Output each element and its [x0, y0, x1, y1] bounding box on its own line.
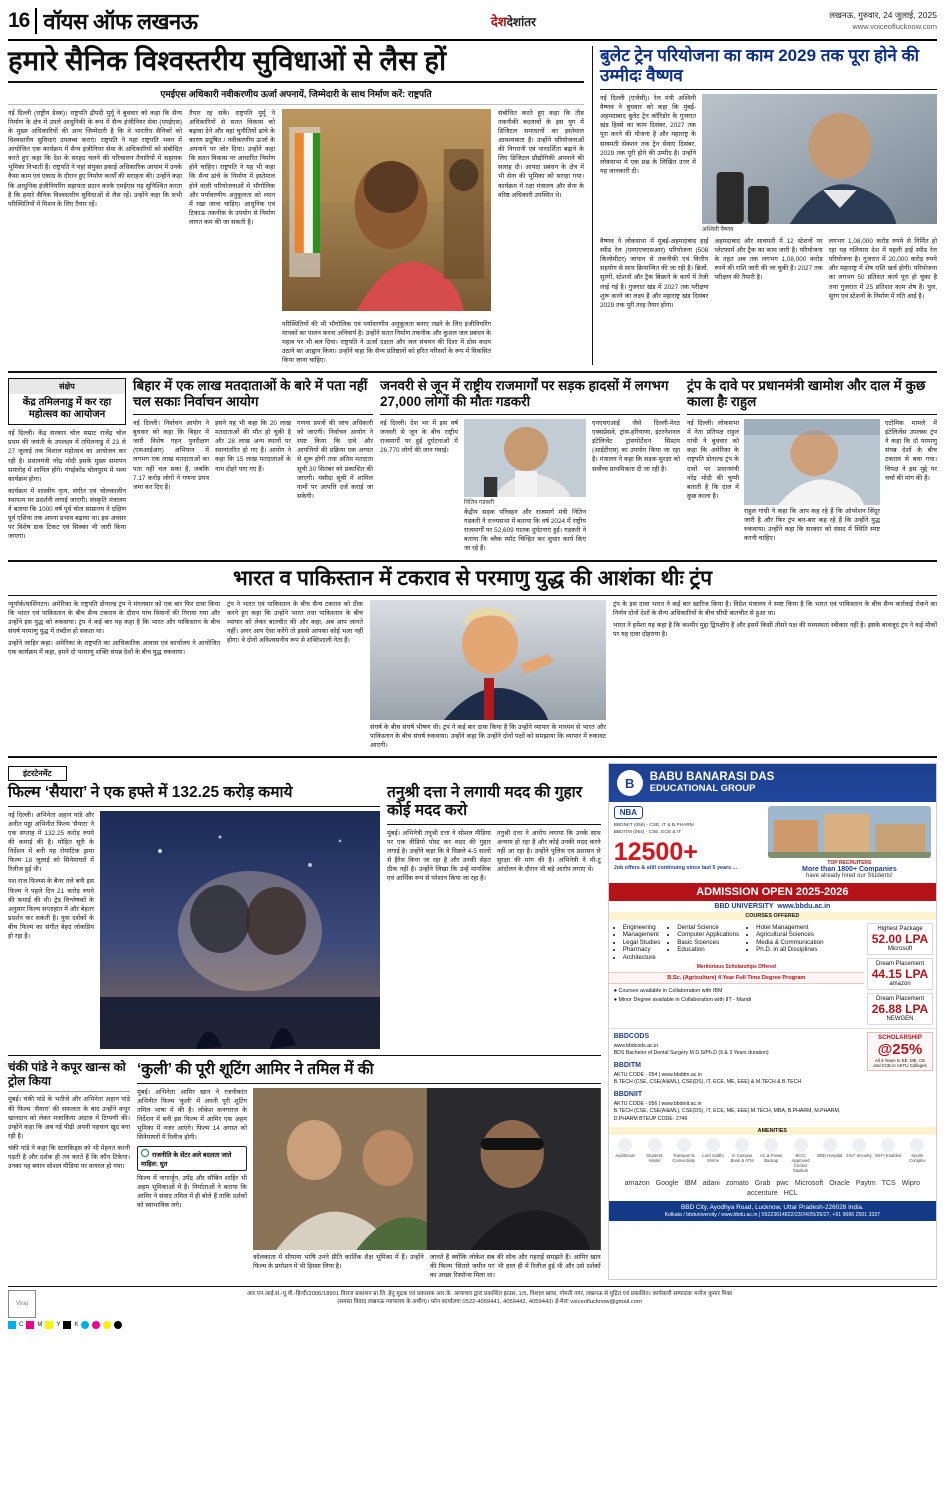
dream2-package-card [867, 993, 933, 1025]
vaishnaw-caption: अश्विनी वैष्णव [702, 227, 734, 234]
course-item: • Ph.D. in all Disciplines [756, 946, 823, 953]
amenities-list [609, 1135, 936, 1176]
reg-yellow [45, 1321, 53, 1329]
ad-recruiters-tag: TOP RECRUITERS [827, 860, 872, 866]
course-item: • Hotel Management [756, 924, 823, 931]
admission-banner[interactable] [609, 883, 936, 901]
reg-dot-black [114, 1321, 122, 1329]
course-item: • Education [677, 946, 739, 953]
recruiter-brands [609, 1176, 936, 1201]
publisher-logo [8, 1290, 36, 1318]
course-item: • Pharmacy [623, 946, 661, 953]
rahul-story [687, 378, 937, 553]
reg-magenta [26, 1321, 34, 1329]
saiyaara-col-2: यश राज फिल्म्स के बैनर तले बनी इस फिल्म ने पहले दिन 21 करोड़ रुपये की कमाई की थी। ट्रेड विश्लेषकों के अनुसार फिल्म सप्ताहांत में और बेहतर प्रदर्शन कर सकती है। युवा दर्शकों के बीच फिल्म का संगीत बेहद लोकप्रिय हो रहा है। [8, 878, 94, 941]
page-footer [8, 1286, 937, 1318]
president-photo-svg [282, 109, 491, 311]
gadkari-headline: जनवरी से जून में राष्ट्रीय राजमार्गों पर सड़क हादसों में लगभग 27,000 लोगों की मौतः गडकरी [380, 378, 669, 410]
amenity-label: Transport & Connectivity [672, 1153, 696, 1164]
amenities-title: AMENITIES [609, 1127, 936, 1135]
amenity-icon [794, 1138, 808, 1152]
mid-band [8, 371, 937, 553]
coolie-quote: राजनीति के सेंटर अले बदलता जाते माहिल: धुत [141, 1152, 232, 1169]
bullet-headline: बुलेट ट्रेन परियोजना का काम 2029 तक पूरा होने की उम्मीदः वैष्णव [600, 46, 937, 90]
trump-col-6: भारत ने हमेशा यह कहा है कि कश्मीर मुद्दा द्विपक्षीय है और इसमें किसी तीसरे पक्ष की मध्यस्थता स्वीकार नहीं है। इसके बावजूद ट्रंप ने कई मौकों पर यह दावा दोहराया है। [613, 621, 937, 638]
iit-line-text: Minor Degree available in Collaboration with IIT - Mandi [618, 996, 752, 1003]
merit-note: Meritorious Scholarships Offered [696, 964, 776, 970]
advertisement[interactable] [608, 763, 937, 1280]
president-photo-caption [282, 311, 491, 318]
courses-title: COURSES OFFERED [609, 912, 936, 920]
amenity-item [641, 1138, 668, 1173]
brand-title: वॉयस ऑफ लखनऊ [43, 9, 198, 34]
dream-package-value: 44.15 LPA [871, 967, 929, 981]
ad-footer [609, 1201, 936, 1221]
brand-logo: TCS [881, 1180, 896, 1188]
bihar-story [133, 378, 373, 553]
section-title [491, 12, 536, 31]
trump-col-2: उन्होंने जाहिर कहा। अमेरिका के राष्ट्रपति का आधिकारिक आवास एवं कार्यालय ने आयोजित एक कार्यक्रम में कहा, हमने दो परमाणु शक्ति संपन्न देशों के बीच युद्ध रुकवाया। [8, 640, 220, 657]
bullet-col-3: अहमदाबाद और सावमती में 12 स्टेशनों पर प्लेटफार्म और ट्रैक का काम जारी है। परियोजना के तहत अब तक लगभग 1,08,000 करोड़ रुपये की राशि जारी की जा चुकी है। 2027 तक परीक्षण की तैयारी है। [714, 238, 823, 282]
amenity-item [816, 1138, 843, 1173]
lead-col-2: तैयार रह सकें। राष्ट्रपति मुर्मू ने अधिकारियों से सतत विकास को बढ़ावा देने और वहां चुनौतियों ढांचे के कारण प्रदूषित / नवीकरणीय ऊर्जा के अपनाने पर जोर दिया। उन्होंने कहा कि सतत विकास पर आधारित निर्माण होने चाहिए। राष्ट्रपति ने यह भी कहा कि सैन्य ढांचे के निर्माण में इस्तेमाल होने वाली परियोजनाओं में भौगोलिक और पर्यावरणीय अनुकूलता को ध्यान में रखा जाना चाहिए। आधुनिक एवं टिकाऊ तकनीक के उपयोग से निर्माण लागत कम की जा सकती है। [189, 109, 275, 226]
brand-logo: HCL [783, 1190, 798, 1198]
bullet-col-1: नई दिल्ली (एजेंसी)। रेल मंत्री अश्विनी वैष्णव ने बुधवार को कहा कि मुंबई-अहमदाबाद बुलेट ट्रेन कॉरिडोर के गुजरात खंड हिस्से का काम दिसंबर, 2027 तक पूरा करने की योजना है और महाराष्ट्र के सावमती सेक्शन तक ट्रेन सेवाएं दिसंबर, 2029 तक पूरी होने की उम्मीद है। उन्होंने लोकसभा में एक प्रश्न के लिखित उत्तर में यह जानकारी दी। [600, 95, 696, 175]
courses-col-2 [668, 923, 739, 961]
president-photo [282, 109, 491, 311]
ad-brand-line-1: BABU BANARASI DAS [649, 770, 775, 783]
edition-info [829, 10, 937, 32]
gadkari-col-1: नई दिल्ली। देश भर में इस वर्ष जनवरी से जून के बीच राष्ट्रीय राजमार्गों पर हुई दुर्घटनाओं में 26,770 लोगों की जान गंवाई। [380, 420, 458, 455]
scholarship-card [867, 1032, 933, 1071]
rahul-photo [744, 419, 880, 505]
reg-label-c: C [19, 1321, 24, 1328]
coolie-story [137, 1061, 601, 1280]
ad-placement-sub: Job offers & still continuing since last 5 years ... [613, 865, 738, 872]
gadkari-col-3: एनएचएआई जैसे दिल्ली-मेरठ एक्सप्रेसवे, ट्रांस-हरियाणा, इंटरनेशनल इंटेलिजेंट ट्रांसपोर्टेशन सिस्टम (आईटीएस) का उपयोग किया जा रहा है। मंत्रालय ने कहा कि सड़क सुरक्षा को सर्वोच्च प्राथमिकता दी जा रही है। [592, 420, 680, 473]
reg-label-y: Y [56, 1321, 61, 1328]
website-url: www.voiceoflucknow.com [852, 21, 937, 31]
dream2-package-value: 26.88 LPA [871, 1002, 929, 1016]
reg-dot-magenta [92, 1321, 100, 1329]
lead-headline: हमारे सैनिक विश्वस्तरीय सुविधाओं से लैस हों [8, 46, 584, 83]
saiyaara-poster [100, 811, 380, 1049]
saiyaara-headline: फिल्म ‘सैयारा’ ने एक हफ्ते में 132.25 करोड़ कमाये [8, 784, 293, 801]
bbd-ad[interactable] [608, 763, 937, 1280]
amenity-icon [618, 1138, 632, 1152]
amenity-item [670, 1138, 697, 1173]
amenity-icon [764, 1138, 778, 1152]
trump-col-1: न्यूयॉर्क/वाशिंगटन। अमेरिका के राष्ट्रपति डोनाल्ड ट्रंप ने मंगलवार को एक बार फिर दावा किया कि भारत एवं पाकिस्तान के बीच सैन्य टकराव के दौरान पांच विमानों की गिराया गया और उन्होंने इस युद्ध को रुकवाया। ट्रंप ने कई बार यह कहा है कि भारत और पाकिस्तान के बीच संघर्ष परमाणु युद्ध में तब्दील हो सकता था। [8, 600, 220, 635]
sankshep-column [8, 378, 126, 553]
edition-date: लखनऊ, गुरुवार, 24 जुलाई, 2025 [829, 10, 937, 21]
amenity-icon [881, 1138, 895, 1152]
sankshep-tag: संक्षेप [9, 379, 125, 394]
reg-label-m: M [37, 1321, 43, 1328]
entertainment-tag: इंटरटेनमेंट [8, 766, 67, 781]
amenity-label: Wi-Fi Enabled [875, 1153, 902, 1159]
highest-package-value: 52.00 LPA [871, 932, 929, 946]
amenity-item [699, 1138, 726, 1173]
highest-package-card [867, 923, 933, 955]
course-item: • Engineering [623, 924, 661, 931]
bullet-icon [141, 1149, 149, 1157]
saiyaara-story [8, 784, 380, 1049]
brand-logo: Grab [754, 1180, 771, 1188]
amenity-item [612, 1138, 639, 1173]
brand-logo: amazon [624, 1180, 650, 1188]
divider [35, 8, 37, 34]
bbd-logo-text: B [625, 775, 635, 791]
bbd-university-line [609, 901, 936, 912]
scholarship-note: All 4 Years In EE, ME, CE and CCE in AKTU Colleges [873, 1058, 927, 1068]
color-registration-marks [8, 1321, 937, 1329]
page-number: 16 [8, 9, 30, 32]
reg-dot-yellow [103, 1321, 111, 1329]
scholarship-value: @25% [877, 1041, 923, 1058]
amenity-icon [852, 1138, 866, 1152]
course-item: • Legal Studies [623, 939, 661, 946]
ad-recruiters-line-1: More than 1800+ Companies [801, 866, 897, 873]
brand-logo: accenture [746, 1190, 778, 1198]
college-1-site[interactable]: www.bbdcods.ac.in [613, 1042, 659, 1049]
highest-package-company: Microsoft [887, 946, 913, 952]
imprint-line-1: आर.एन.आई.सं.-यू.पी.-हिन्दी/2006/18901 विराज प्रकाशन प्रा.लि. हेतु मुद्रक एवं प्रकाशक आर.के. आयाचार द्वारा प्रकाशित हाउस, 1/5, विशाल खण्ड, गोमती नगर, लखनऊ से मुद्रित एवं प्रकाशित। कार्यकारी सम्पादकः मनोज कुमार मिश्रा [246, 1290, 733, 1297]
bullet-col-2: वैष्णव ने लोकसभा में मुंबई-अहमदाबाद हाई स्पीड रेल (एमएएचएसआर) परियोजना (508 किलोमीटर) जापान से तकनीकी एवं वित्तीय सहयोग से साथ क्रियान्वित की जा रही है। ब्रिजों, सुरंगों, स्टेशनों और ट्रैक बिछाने के कार्य में तेजी लाई गई है। गुजरात खंड में 2027 तक परीक्षण शुरू करने का लक्ष्य है और महाराष्ट्र खंड दिसंबर 2029 तक पूरी तरह तैयार होगा। [600, 238, 709, 309]
amenity-icon [706, 1138, 720, 1152]
trump-col-5: ट्रंप के इस दावा भारत ने कई बार खारिज किया है। विदेश मंत्रालय ने स्पष्ट किया है कि भारत एवं पाकिस्तान के बीच सैन्य कार्रवाई रोकने का निर्णय दोनों देशों के सैन्य अधिकारियों के बीच सीधी बातचीत से हुआ था। [613, 600, 937, 617]
saiyaara-poster-svg [100, 811, 380, 1049]
ad-placement-count: 12500+ [613, 838, 698, 867]
trump-col-3: ट्रंप ने भारत एवं पाकिस्तान के बीच सैन्य टकराव को ठीक करने हुए कहा कि उन्होंने भारत तथा पाकिस्तान के बीच व्यापार को लेकर बातचीत की और कहा, अब आप जानते नहीं। अगर आप ऐसा करेंगे तो इससे आपका कोई भला नहीं होगा। वे दोनों अविश्वसनीय रूप से शक्तिशाली नेता हैं। [227, 600, 363, 645]
top-section [8, 46, 937, 365]
ibm-line-text: Courses available in Collaboration with IBM [618, 988, 723, 994]
course-item: • Dental Science [677, 924, 739, 931]
bullet-train-story [592, 46, 937, 365]
rahul-col-2: राहुल गांधी ने कहा कि आप कह रहे हैं कि ऑपरेशन सिंदूर जारी है और फिर ट्रंप बार-बार कह रहे हैं कि उन्होंने युद्ध रुकवाया। उन्होंने कहा कि सरकार को संसद में स्थिति स्पष्ट करनी चाहिए। [744, 508, 880, 543]
trump-photo-svg [370, 600, 606, 720]
entertainment-and-ad [8, 756, 937, 1280]
amenity-label: 24x7 Security [846, 1153, 872, 1159]
rahul-col-3: एटोमिक मामले में इंटेलिजेंस उपलब्ध ट्रंप ने कहा कि दो परमाणु संपन्न देशों के बीच टकराव से बचा गया। विपक्ष ने इस मुद्दे पर चर्चा की मांग की है। [885, 420, 937, 482]
campus-photo [768, 806, 931, 858]
coolie-col-3: कोलकाता में सीपाया भाषि उनने प्रीति कार्तिक शैक्ष भूमिका में हैं। उन्होंने फिल्म के प्रमोशन में भी हिस्सा लिया है। [253, 1253, 424, 1270]
ad-code-2: BBDITM (064) - CSE, ECE & IT [613, 830, 682, 836]
ad-recruiters-line-2: have already hired our Students! [805, 873, 893, 879]
masthead [8, 6, 937, 41]
dream-package-card [867, 958, 933, 990]
ad-brand-line-2: EDUCATIONAL GROUP [649, 783, 756, 795]
amenity-label: BCCI Approved Cricket Stadium [791, 1153, 810, 1174]
masthead-left [8, 6, 198, 36]
bihar-col-2: इसने यह भी कहा कि 20 लाख मतदाताओं की मौत हो चुकी है और 28 लाख अन्य स्थानों पर स्थानांतरित हो गए हैं। आयोग ने कहा कि 15 लाख मतदाताओं के नाम दोहरे पाए गए हैं। [215, 420, 291, 473]
amenity-item [787, 1138, 814, 1173]
publisher-logo-text: Viraj [16, 1300, 28, 1307]
lead-col-1: नई दिल्ली (राष्ट्रीय डेस्क)। राष्ट्रपति द्रौपदी मुर्मू ने बुधवार को कहा कि सैन्य निर्माण के क्षेत्र में उपले आधुनिकी के रूप में सैन्य इंजीनियर सेवा (एमईएस) के मुख्य अधिकारियों की आम जिम्मेदारी है कि वे भारतीय सैनिकों को विश्वस्तरीय सुविधाएं उपलब्ध कराएं। राष्ट्रपति ने यहां राष्ट्रपति भवन में आयोजित एक कार्यक्रम में सैन्य इंजीनियर सेवा के अधिकारियों को संबोधित करते हुए कहा कि देश के सरहद चलने की परिचालन तैयारियों में सहायक भूमिका निभाती हैं। राष्ट्रपति ने यहां संयुक्त इकाई अधिकारिक आयाम में उनके कैसा काम एवं एकाग्र के दौरान हुए निर्माण कार्यों की सराहना की। उन्होंने कहा कि आधुनिक इंजीनियरिंग सहायता प्रदान करके एमईएस यह सुनिश्चित करता है कि हमारे सैनिक विश्वस्तरीय सुविधाओं से लैस रहें। उन्होंने कहा कि सभी परिस्थितियों में मिशन के लिए तैयार रहें। [8, 109, 182, 208]
amenity-item [904, 1138, 931, 1173]
ad-header [609, 764, 936, 802]
section-title-part2: देशांतर [506, 14, 536, 29]
reg-cyan [8, 1321, 16, 1329]
brand-logo: Oracle [829, 1180, 850, 1188]
brand-logo: pwc [776, 1180, 789, 1188]
bihar-col-1: नई दिल्ली। निर्वाचन आयोग ने बुधवार को कहा कि बिहार में जारी विशेष गहन पुनरीक्षण (एसआईआर) अभियान में लगभग एक लाख मतदाताओं का पता नहीं चल सका है, जबकि 7.17 करोड़ लोगों ने गणना प्रपत्र जमा कर दिए हैं। [133, 420, 209, 491]
course-item: • Agricultural Sciences [756, 931, 823, 938]
entertainment-section [8, 763, 601, 1280]
chunky-col-1: मुंबई। चंकी पांडे के भतीजे और अभिनेता अहान पांडे की फिल्म ‘सैयारा’ की सफलता के बाद उन्होंने कपूर खानदान को लेकर मजाकिया अंदाज में टिप्पणी की। उन्होंने कहा कि अब नई पीढ़ी अपनी पहचान खुद बना रही है। [8, 1096, 130, 1140]
course-item: • Computer Applications [677, 931, 739, 938]
brand-logo: IBM [684, 1180, 697, 1188]
lead-col-4: संबोधित करते हुए कहा कि तीव्र तकनीकी बदलावों के इस युग में डिजिटल समाधानों का इस्तेमाल आवश्यकता है। उन्होंने परियोजनाओं की निगरानी एवं पारदर्शिता बढ़ाने के लिए डिजिटल प्रौद्योगिकी अपनाने की सलाह दी। आपदा प्रबंधन के क्षेत्र में भी सेना की भूमिका को सराहा गया। कार्यक्रम में रक्षा मंत्रालय और सेना के वरिष्ठ अधिकारी उपस्थित थे। [498, 109, 584, 199]
course-item: • Management [623, 931, 661, 938]
gadkari-col-2: केंद्रीय सड़क परिवहन और राजमार्ग मंत्री नितिन गडकरी ने राज्यसभा में बताया कि वर्ष 2024 में राष्ट्रीय राजमार्गों पर 52,609 घातक दुर्घटनाएं हुईं। गडकरी ने बताया कि ब्लैक स्पॉट चिन्हित कर सुधार कार्य किए जा रहे हैं। [464, 509, 586, 553]
bbd-university-site[interactable]: www.bbdu.ac.in [777, 903, 831, 910]
bullet-col-4: लगभग 1,08,000 करोड़ रुपये से निर्मित हो रहा यह गलियारा देश में पहली हाई स्पीड रेल परियोजना है। गुजरात में 20,000 करोड़ रुपये और महाराष्ट्र में शेष राशि खर्च होगी। परियोजना का लगभग 50 प्रतिशत कार्य पूरा हो चुका है तथा गुजरात में 25 प्रतिशत काम शेष है। पुल, सुरंग एवं स्टेशनों के निर्माण में गति आई है। [828, 238, 937, 300]
brand-logo: Microsoft [794, 1180, 824, 1188]
lead-subhead: एमईएस अधिकारी नवीकरणीय ऊर्जा अपनायें, जिम्मेदारी के साथ निर्माण करें: राष्ट्रपति [8, 83, 584, 105]
amenity-icon [735, 1138, 749, 1152]
bihar-headline: बिहार में एक लाख मतदाताओं के बारे में पता नहीं चल सकाः निर्वाचन आयोग [133, 378, 368, 410]
brand-logo: Wipro [901, 1180, 920, 1188]
rahul-col-1: नई दिल्ली। लोकसभा में नेता प्रतिपक्ष राहुल गांधी ने बुधवार को कहा कि अमेरिका के राष्ट्रपति डोनाल्ड ट्रंप के दावों पर प्रधानमंत्री नरेंद्र मोदी की चुप्पी बताती है कि दाल में कुछ काला है। [687, 420, 739, 500]
amenity-label: In Campus Bank & ATM [730, 1153, 754, 1164]
courses-col-3 [747, 923, 823, 961]
bbd-logo-icon [617, 770, 643, 796]
college-2-site[interactable]: AKTU CODE - 054 | www.bbditm.ac.in [613, 1071, 702, 1078]
chunky-col-2: चंकी पांडे ने कहा कि स्टारकिड्स को भी मेहनत करनी पड़ती है और दर्शक ही तय करते हैं कि कौन टिकेगा। उनका यह बयान सोशल मीडिया पर वायरल हो गया। [8, 1144, 130, 1171]
coolie-quote-box [137, 1146, 247, 1171]
amenity-label: Students Hostel [646, 1153, 663, 1164]
college-1-name: BBDCODS [613, 1033, 650, 1040]
reg-dot-cyan [81, 1321, 89, 1329]
coolie-col-1: मुंबई। अभिनेता आमिर खान ने रजनीकांत अभिनीत फिल्म ‘कुली’ में अपनी पूरी शूटिंग तमिल भाषा में की है। लोकेश कनगराज के निर्देशन में बनी इस फिल्म में आमिर एक अहम भूमिका में नजर आएंगे। फिल्म 14 अगस्त को सिनेमाघरों में रिलीज होगी। [137, 1088, 247, 1142]
trump-photo [370, 600, 606, 720]
tanushree-col-1: मुंबई। अभिनेत्री तनुश्री दत्ता ने सोशल मीडिया पर एक वीडियो पोस्ट कर मदद की गुहार लगाई है। उन्होंने कहा कि वे पिछले 4-5 सालों से हैरेस किया जा रहा है और उनकी सेहत ठीक नहीं है। उन्होंने लिखा कि उन्हें मानसिक एवं आर्थिक रूप से परेशान किया जा रहा है। [387, 829, 491, 883]
section-title-part1: देश [490, 13, 507, 29]
college-2-line: B.TECH (CSE, CSE(AI&ML), CSE(DS), IT, ECE, ME, EEE) & M.TECH & B.TECH [613, 1079, 802, 1086]
tanushree-headline: तनुश्री दत्ता ने लगायी मदद की गुहार कोई मदद करो [387, 784, 583, 819]
sankshep-col-1: नई दिल्ली। केंद्र सरकार चोल सम्राट राजेंद्र चोल प्रथम की जयंती के उपलक्ष्य में तमिलनाडु में 23 से 27 जुलाई तक विशाल महोत्सव का आयोजन कर रही है। प्रधानमंत्री नरेंद्र मोदी इसके मुख्य समापन समारोह में शामिल होंगे। गंगईकोंड चोलपुरम में भव्य कार्यक्रम होगा। [8, 430, 126, 483]
sankshep-col-2: कार्यक्रम में शास्त्रीय नृत्य, संगीत एवं चोलकालीन स्थापत्य पर प्रदर्शनी लगाई जाएगी। संस्कृति मंत्रालय ने बताया कि 1000 वर्ष पूर्व चोल साम्राज्य ने दक्षिण पूर्व एशिया तक अपना प्रभाव बढ़ाया था। इस अवसर पर विशेष डाक टिकट एवं सिक्का भी जारी किया जाएगा। [8, 487, 126, 541]
amenity-label: AC & Power Backup [759, 1153, 783, 1164]
dream-package-company: amazon [889, 981, 911, 987]
lead-col-3: परिस्थितियों की भी भौगोलिक एवं पर्यावरणीय अनुकूलता बनाए रखने के लिए इंजीनियरिंग मानकों का पालन करना अनिवार्य है। उन्होंने सतत निर्माण तकनीक और कुशल जल प्रबंधन के महत्व पर भी बल दिया। राष्ट्रपति ने ऊर्जा दक्षता और जल संचयन की दिशा में ठोस कदम उठाने का आह्वान किया। उन्होंने कहा कि सैन्य प्रतिष्ठानों को हरित परिसरों के रूप में विकसित किया जाना चाहिए। [282, 320, 491, 365]
bullet-lower-columns [600, 237, 937, 310]
iit-line: ● Minor Degree available in Collaboration with IIT - Mandi [613, 996, 752, 1003]
chunky-story [8, 1061, 130, 1280]
chunky-headline: चंकी पांडे ने कपूर खान्स को ट्रोल किया [8, 1059, 126, 1088]
course-item: • Basic Sciences [677, 939, 739, 946]
tanushree-story [387, 784, 601, 1049]
highest-package-label: Highest Package [877, 926, 923, 932]
amenity-item [758, 1138, 785, 1173]
coolie-still [253, 1088, 601, 1250]
scholarship-label: SCHOLARSHIP [878, 1035, 922, 1041]
dream2-package-label: Dream Placement [875, 996, 925, 1002]
gadkari-caption: नितिन गडकरी [464, 500, 495, 507]
gadkari-story [380, 378, 680, 553]
amenity-item [875, 1138, 902, 1173]
trump-headline: भारत व पाकिस्तान में टकराव से परमाणु युद्ध की आशंका थीः ट्रंप [8, 567, 937, 596]
reg-black [63, 1321, 71, 1329]
courses-lists [609, 920, 864, 964]
amenity-icon [823, 1138, 837, 1152]
college-3-site[interactable]: AKTU CODE - 056 | www.bbdniit.ac.in [613, 1100, 702, 1107]
dream-package-label: Dream Placement [875, 961, 925, 967]
course-item: • Media & Communication [756, 939, 823, 946]
sankshep-headline: केंद्र तमिलनाडु में कर रहा महोत्सव का आयोजन [22, 397, 112, 421]
coolie-col-4: जानते हैं क्योंकि लोकेश सब की सोच और गहराई समझते हैं। आमिर खान की फिल्म ‘सितारे जमीन पर’ भी हाल ही में रिलीज हुई थी और उसे दर्शकों का अच्छा रिस्पॉन्स मिला था। [429, 1253, 601, 1279]
amenity-label: Lord Siddhi Shrine [702, 1153, 724, 1164]
imprint-text [42, 1290, 937, 1307]
bbd-university-label: BBD UNIVERSITY [714, 903, 774, 910]
ibm-line: ● Courses available in Collaboration with IBM [613, 988, 723, 994]
college-3-name: BBDNIIT [613, 1091, 643, 1099]
amenity-label: BBD Hospital [817, 1153, 843, 1159]
vaishnaw-photo [702, 94, 937, 224]
lead-story [8, 46, 584, 365]
amenity-item [845, 1138, 872, 1173]
ad-code-1: BBDNIIT (056) - CSE, IT & B.PHARM [613, 823, 694, 828]
college-1-line: BDS Bachelor of Dental Surgery M.D.S/Ph.D (9 & 3 Years duration) [613, 1050, 769, 1057]
imprint-line-2: (समस्त विवाद लखनऊ न्यायालय के अधीन)। फोन कार्यालयः 0522-4059441, 4059442, 4059443। ई-मेलः voiceoflucknow@gmail.com [337, 1299, 642, 1306]
amenity-label: Sports Complex [909, 1153, 926, 1164]
amenity-icon [648, 1138, 662, 1152]
admission-title: ADMISSION OPEN 2025-2026 [696, 886, 849, 898]
amenity-icon [677, 1138, 691, 1152]
coolie-headline: ‘कुली’ की पूरी शूटिंग आमिर ने तमिल में की [137, 1060, 374, 1078]
coolie-col-2: फिल्म में नागार्जुन, उपेंद्र और सौबिन शाहिर भी अहम भूमिकाओं में हैं। निर्माताओं ने बताया कि आमिर ने संवाद तमिल में ही बोले हैं ताकि दर्शकों को स्वाभाविक लगे। [137, 1175, 247, 1210]
trump-columns [8, 600, 937, 750]
brand-logo: Paytm [855, 1180, 876, 1188]
brand-logo: Google [655, 1180, 679, 1188]
dream2-package-company: NEWGEN [886, 1016, 914, 1022]
amenity-item [729, 1138, 756, 1173]
sankshep-box [8, 378, 126, 425]
courses-col-1 [614, 923, 661, 961]
gadkari-photo [464, 419, 586, 497]
reg-label-k: K [74, 1321, 79, 1328]
course-item: • Architecture [623, 954, 661, 961]
rahul-photo-svg [744, 419, 880, 505]
rahul-headline: ट्रंप के दावे पर प्रधानमंत्री खामोश और दाल में कुछ काला हैः राहुल [687, 378, 926, 410]
gadkari-photo-svg [464, 419, 586, 497]
college-3-line: B.TECH (CSE, CSE(AI&ML), CSE(DS), IT, ECE, ME, EEE) M.TECH, MBA, B.PHARM, M.PHARM, D.PHARM BTEUP CODE- 2746 [613, 1108, 841, 1123]
saiyaara-col-1: नई दिल्ली। अभिनेता अहान पांडे और अनीत पड्डा अभिनीत फिल्म ‘सैयारा’ ने एक सप्ताह में 132.25 करोड़ रुपये की कमाई की है। मोहित सूरी के निर्देशन में बनी यह रोमांटिक ड्रामा फिल्म 18 जुलाई को सिनेमाघरों में रिलीज हुई थी। [8, 811, 94, 874]
vaishnaw-photo-svg [702, 94, 937, 224]
ad-contact: Kolkata / bbduniversity / www.bbdu.ac.in | 05223614822/23/24/25/26/27, +91 9696 2501 3337 [664, 1212, 881, 1219]
bsc-line: B.Sc. (Agriculture) 4 Year Full Time Degree Program [609, 972, 864, 984]
college-2-name: BBDITM [613, 1062, 641, 1070]
campus-photo-svg [768, 806, 931, 858]
ad-address: BBD City, Ayodhya Road, Lucknow, Uttar Pradesh-226028 India. [681, 1204, 864, 1212]
brand-logo: zomato [725, 1180, 749, 1188]
amenity-label: Auditorium [615, 1153, 636, 1159]
bihar-col-3: गणना प्रपत्रों की जांच अधिकारी को जाएगी। निर्वाचन आयोग ने स्पष्ट किया कि दावे और आपत्तियों की प्रक्रिया एक अगस्त से शुरू होगी तथा अंतिम मतदाता सूची 30 सितंबर को प्रकाशित की जाएगी। मसौदा सूची में शामिल नामों पर आपत्ति दर्ज कराई जा सकेगी। [297, 420, 373, 500]
trump-story [8, 560, 937, 750]
brand-logo: adani [702, 1180, 720, 1188]
nba-badge: NBA [614, 806, 643, 819]
tanushree-col-2: तनुश्री दत्ता ने आरोप लगाया कि उनके साथ अन्याय हो रहा है और कोई उनकी मदद करने नहीं आ रहा है। उन्होंने पुलिस एवं प्रशासन से सुरक्षा की मांग की है। अभिनेत्री ने मी-टू आंदोलन के दौरान भी बड़े आरोप लगाए थे। [496, 829, 601, 873]
coolie-still-svg [253, 1088, 601, 1250]
amenity-icon [910, 1138, 924, 1152]
trump-col-4: संघर्ष के बीच संघर्ष भीषण थी। ट्रंप ने कई बार दावा किया है कि उन्होंने व्यापार के माध्यम से भारत और पाकिस्तान के बीच संघर्ष रुकवाया। उन्होंने कहा कि उन्होंने दोनों पक्षों को समझाया कि व्यापार में रुकावट आएगी। [370, 723, 606, 749]
